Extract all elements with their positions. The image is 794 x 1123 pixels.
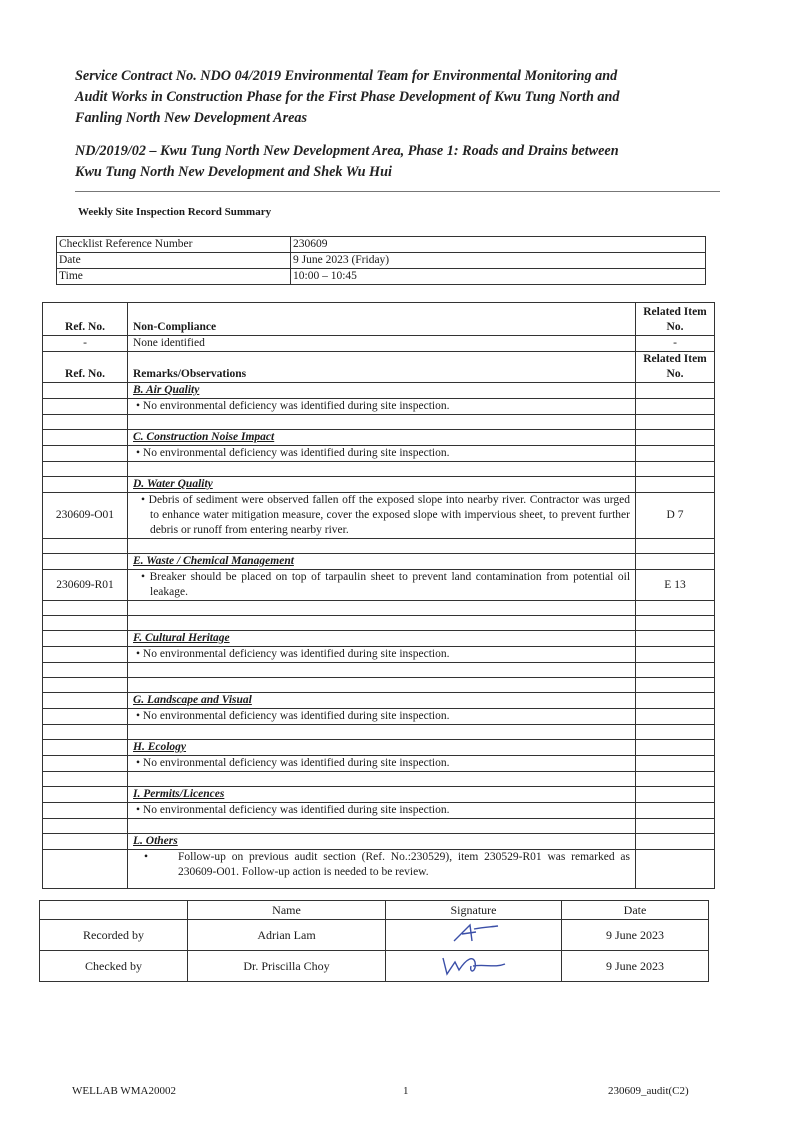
- bullet-icon: •: [141, 494, 146, 506]
- remark-row: [43, 493, 715, 539]
- recorded-label: Recorded by: [40, 920, 188, 951]
- section-title-landscape: G. Landscape and Visual: [128, 693, 636, 709]
- waste-item: E 13: [636, 570, 715, 601]
- remark-row: [43, 446, 715, 462]
- section-row: [43, 834, 715, 850]
- section-row: [43, 740, 715, 756]
- remarks-header-row: [43, 352, 715, 383]
- date-label: Date: [57, 253, 291, 269]
- contract-title-line: Audit Works in Construction Phase for the First Phase Development of Kwu Tung North and: [75, 89, 620, 105]
- noncompliance-header-row: [43, 303, 715, 336]
- bullet-icon: •: [144, 851, 149, 863]
- title-divider: [75, 191, 720, 192]
- water-ref: 230609-O01: [43, 493, 128, 539]
- meta-row-checklist: [57, 237, 706, 253]
- signature-header: Signature: [386, 901, 562, 920]
- section-title-ecology: H. Ecology: [128, 740, 636, 756]
- remark-row: [43, 709, 715, 725]
- document-title: [75, 66, 715, 183]
- inspection-meta-table: [56, 236, 706, 285]
- waste-ref: 230609-R01: [43, 570, 128, 601]
- section-title-waste: E. Waste / Chemical Management: [128, 554, 636, 570]
- section-row: [43, 554, 715, 570]
- summary-heading: Weekly Site Inspection Record Summary: [78, 206, 272, 218]
- remark-text: No environmental deficiency was identified during site inspection.: [142, 710, 450, 722]
- remark-text: No environmental deficiency was identified during site inspection.: [142, 447, 450, 459]
- signature-image: [434, 921, 514, 945]
- bullet-icon: •: [136, 804, 141, 816]
- date-value: 9 June 2023 (Friday): [291, 253, 706, 269]
- recorded-signature: [386, 920, 562, 951]
- meta-row-date: [57, 253, 706, 269]
- remark-text: No environmental deficiency was identified during site inspection.: [142, 804, 450, 816]
- bullet-icon: •: [136, 710, 141, 722]
- signoff-row-checked: [40, 951, 709, 982]
- section-title-water: D. Water Quality: [128, 477, 636, 493]
- recorded-date: 9 June 2023: [562, 920, 709, 951]
- bullet-icon: •: [136, 447, 141, 459]
- signature-image: [429, 952, 519, 976]
- remark-row: [43, 570, 715, 601]
- bullet-icon: •: [136, 757, 141, 769]
- checked-date: 9 June 2023: [562, 951, 709, 982]
- remark-text: No environmental deficiency was identified during site inspection.: [142, 648, 450, 660]
- checklist-label: Checklist Reference Number: [57, 237, 291, 253]
- footer-left: WELLAB WMA20002: [72, 1085, 176, 1097]
- project-title-line: ND/2019/02 – Kwu Tung North New Development Area, Phase 1: Roads and Drains between: [75, 143, 619, 159]
- project-title-line: Kwu Tung North New Development and Shek Wu Hui: [75, 164, 392, 180]
- date-header: Date: [562, 901, 709, 920]
- bullet-icon: •: [136, 648, 141, 660]
- remark-row: [43, 647, 715, 663]
- ref-header: Ref. No.: [43, 303, 128, 336]
- related-item-header: Related Item No.: [636, 303, 715, 336]
- noncompliance-item: -: [636, 336, 715, 352]
- noncompliance-desc: None identified: [128, 336, 636, 352]
- remark-text: No environmental deficiency was identified during site inspection.: [142, 757, 450, 769]
- recorded-name: Adrian Lam: [188, 920, 386, 951]
- remark-row: [43, 756, 715, 772]
- time-label: Time: [57, 269, 291, 285]
- related-item-header: Related Item No.: [636, 352, 715, 383]
- signoff-table: [39, 900, 709, 982]
- bullet-icon: •: [141, 571, 146, 583]
- checklist-value: 230609: [291, 237, 706, 253]
- section-row: [43, 787, 715, 803]
- section-title-heritage: F. Cultural Heritage: [128, 631, 636, 647]
- section-row: [43, 383, 715, 399]
- noncompliance-row: [43, 336, 715, 352]
- ref-header: Ref. No.: [43, 352, 128, 383]
- remark-row: [43, 803, 715, 819]
- section-title-permits: I. Permits/Licences: [128, 787, 636, 803]
- section-title-noise: C. Construction Noise Impact: [128, 430, 636, 446]
- meta-row-time: [57, 269, 706, 285]
- section-row: [43, 693, 715, 709]
- noncompliance-header: Non-Compliance: [128, 303, 636, 336]
- water-item: D 7: [636, 493, 715, 539]
- signoff-header-row: [40, 901, 709, 920]
- checked-label: Checked by: [40, 951, 188, 982]
- contract-title-line: Service Contract No. NDO 04/2019 Environmental Team for Environmental Monitoring and: [75, 68, 618, 84]
- contract-title-line: Fanling North New Development Areas: [75, 110, 308, 126]
- noncompliance-ref: -: [43, 336, 128, 352]
- name-header: Name: [188, 901, 386, 920]
- bullet-icon: •: [136, 400, 141, 412]
- checked-signature: [386, 951, 562, 982]
- section-row: [43, 631, 715, 647]
- checked-name: Dr. Priscilla Choy: [188, 951, 386, 982]
- inspection-record-table: [42, 302, 715, 889]
- remark-text: Breaker should be placed on top of tarpaulin sheet to prevent land contamination from potential oil leakage.: [149, 571, 631, 598]
- remark-text: No environmental deficiency was identified during site inspection.: [142, 400, 450, 412]
- remark-row: [43, 850, 715, 889]
- section-title-others: L. Others: [128, 834, 636, 850]
- remark-row: [43, 399, 715, 415]
- page-number: 1: [403, 1085, 409, 1097]
- section-row: [43, 477, 715, 493]
- section-title-air: B. Air Quality: [128, 383, 636, 399]
- footer-right: 230609_audit(C2): [608, 1085, 689, 1097]
- section-row: [43, 430, 715, 446]
- signoff-row-recorded: [40, 920, 709, 951]
- remarks-header: Remarks/Observations: [128, 352, 636, 383]
- remark-text: Debris of sediment were observed fallen off the exposed slope into nearby river. Contractor was urged to enhance water mitigation measure, cover the exposed slope with impervious sheet, to prevent further debris or runoff from entering nearby river.: [148, 494, 631, 536]
- time-value: 10:00 – 10:45: [291, 269, 706, 285]
- remark-text: Follow-up on previous audit section (Ref. No.:230529), item 230529-R01 was remarked as 230609-O01. Follow-up action is needed to be review.: [178, 851, 630, 878]
